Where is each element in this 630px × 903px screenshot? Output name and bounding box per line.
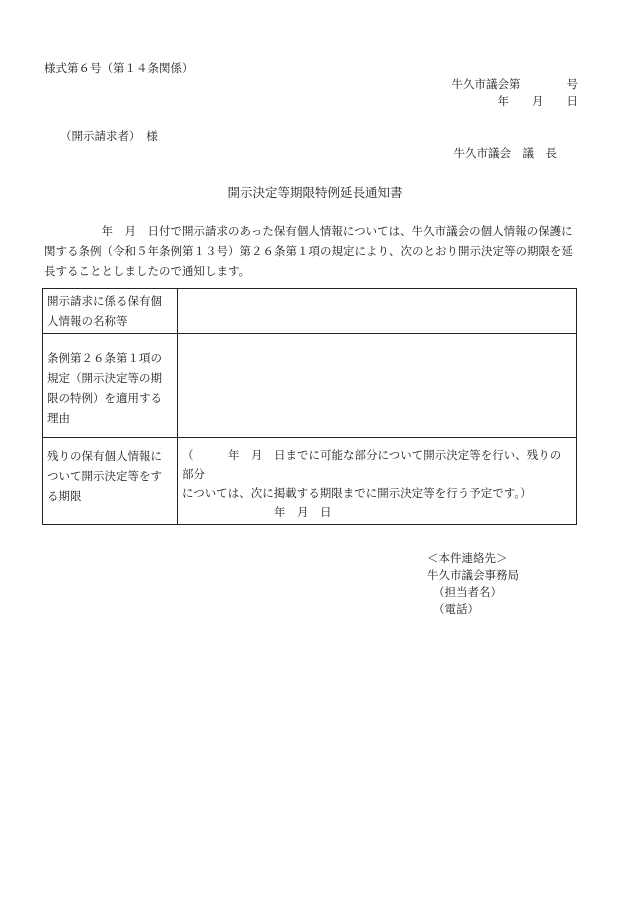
contact-office: 牛久市議会事務局: [427, 568, 519, 582]
contact-phone: （電話）: [433, 602, 479, 616]
value-reason[interactable]: [178, 334, 577, 438]
contact-heading: ＜本件連絡先＞: [427, 551, 508, 565]
form-table: [42, 288, 577, 525]
body-paragraph: 年 月 日付で開示請求のあった保有個人情報については、牛久市議会の個人情報の保護に関する条例（令和５年条例第１３号）第２６条第１項の規定により、次のとおり開示決定等の期限を延長することとしましたので通知します。: [44, 224, 573, 278]
contact-person: （担当者名）: [433, 585, 502, 599]
label-reason: 条例第２６条第１項の 規定（開示決定等の期 限の特例）を適用する 理由: [43, 334, 178, 438]
document-date: 年 月 日: [497, 94, 578, 108]
table-row-reason: [43, 334, 577, 438]
value-deadline[interactable]: （ 年 月 日までに可能な部分について開示決定等を行い、残りの部分 については、次に掲載する期限までに開示決定等を行う予定です。） 年 月 日: [178, 438, 577, 525]
label-information-name: 開示請求に係る保有個 人情報の名称等: [43, 289, 178, 334]
document-number: 牛久市議会第 号: [451, 77, 578, 91]
label-deadline: 残りの保有個人情報に ついて開示決定等をす る期限: [43, 438, 178, 525]
document-title: 開示決定等期限特例延長通知書: [227, 185, 403, 200]
sender: 牛久市議会 議 長: [453, 146, 557, 160]
table-row-deadline: [43, 438, 577, 525]
form-number: 様式第６号（第１４条関係）: [44, 61, 194, 75]
table-row-information-name: [43, 289, 577, 334]
value-information-name[interactable]: [178, 289, 577, 334]
addressee: （開示請求者） 様: [60, 129, 158, 143]
